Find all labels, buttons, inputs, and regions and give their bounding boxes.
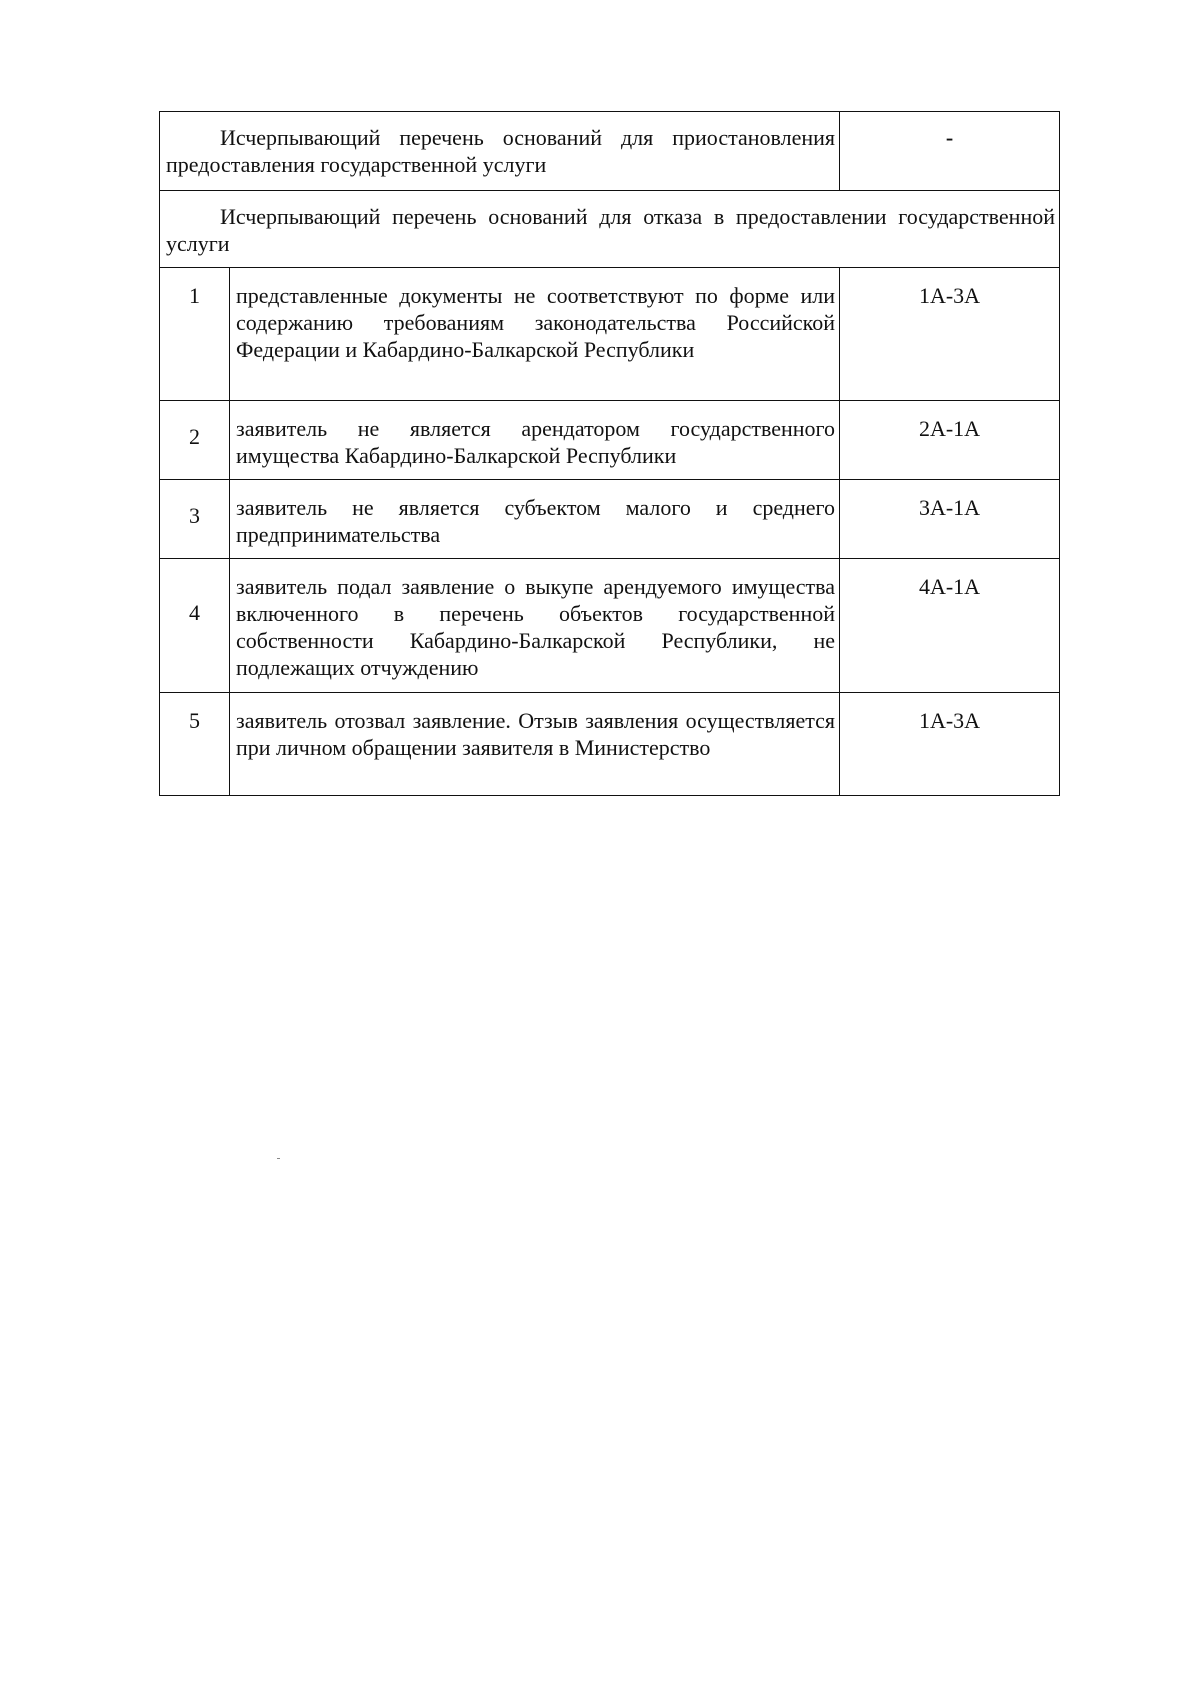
row-text: заявитель не является субъектом малого и среднего предпринимательства [236, 495, 836, 547]
suspension-value-cell [840, 112, 1060, 191]
row-number: 1 [189, 283, 200, 308]
row-number: 3 [189, 503, 200, 528]
row-number-cell [160, 480, 230, 559]
table-row [160, 401, 1060, 480]
row-number-cell [160, 268, 230, 401]
table-row [160, 268, 1060, 401]
suspension-label: Исчерпывающий перечень оснований для приостановления предоставления государственной услуги [166, 125, 836, 177]
row-code: 3А-1А [918, 495, 981, 520]
row-number-cell [160, 559, 230, 693]
row-code: 1А-3А [918, 708, 981, 733]
suspension-value: - [945, 125, 954, 150]
row-code: 1А-3А [918, 283, 981, 308]
row-text-cell [230, 559, 840, 693]
row-code: 2А-1А [918, 416, 981, 441]
row-number-cell [160, 401, 230, 480]
row-code-cell [840, 401, 1060, 480]
row-text-cell [230, 401, 840, 480]
row-number: 2 [189, 424, 200, 449]
row-text: представленные документы не соответствуют по форме или содержанию требованиям законодательства Российской Федерации и Кабардино-Балкарской Республики [236, 283, 836, 362]
row-text-cell [230, 480, 840, 559]
suspension-row [160, 112, 1060, 191]
row-code: 4А-1А [918, 574, 981, 599]
grounds-table [159, 111, 1060, 796]
refusal-heading-row [160, 191, 1060, 268]
row-text: заявитель подал заявление о выкупе арендуемого имущества включенного в перечень объектов государственной собственности Кабардино-Балкарской Республики, не подлежащих отчуждению [236, 574, 836, 680]
table-row [160, 480, 1060, 559]
refusal-heading-cell [160, 191, 1060, 268]
row-number: 4 [189, 600, 200, 625]
row-text-cell [230, 693, 840, 796]
row-code-cell [840, 268, 1060, 401]
row-code-cell [840, 693, 1060, 796]
row-code-cell [840, 480, 1060, 559]
row-number-cell [160, 693, 230, 796]
row-text: заявитель отозвал заявление. Отзыв заявления осуществляется при личном обращении заявителя в Министерство [236, 708, 836, 760]
scan-speck [277, 1158, 280, 1159]
table-row [160, 693, 1060, 796]
row-number: 5 [189, 708, 200, 733]
table-row [160, 559, 1060, 693]
refusal-heading: Исчерпывающий перечень оснований для отказа в предоставлении государственной услуги [166, 204, 1056, 256]
row-text: заявитель не является арендатором государственного имущества Кабардино-Балкарской Республики [236, 416, 836, 468]
row-code-cell [840, 559, 1060, 693]
row-text-cell [230, 268, 840, 401]
suspension-label-cell [160, 112, 840, 191]
